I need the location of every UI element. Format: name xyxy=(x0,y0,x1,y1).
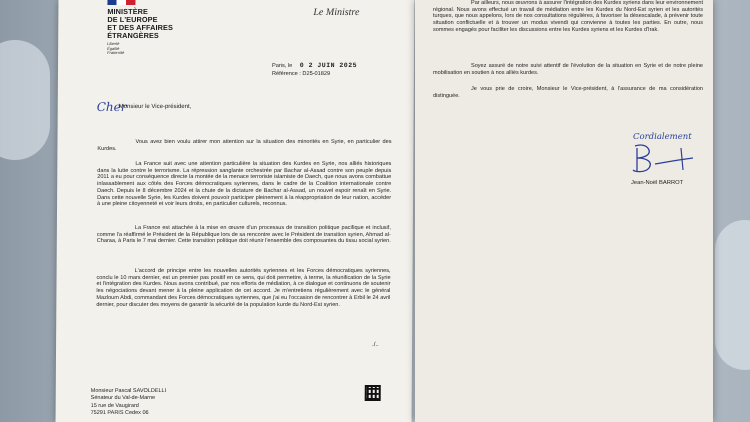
letter-page-1 xyxy=(56,0,415,422)
paragraph-1: Vous avez bien voulu attirer mon attention sur la situation des minorités en Syrie, en particulier des Kurdes. xyxy=(97,139,392,152)
ministry-logo xyxy=(107,0,189,56)
handwritten-salutation: Cher xyxy=(96,100,127,114)
recipient-address: Monsieur Pascal SAVOLDELLI Sénateur du Val-de-Marne 15 rue de Vaugirard 75291 PARIS Cedex 06 xyxy=(90,388,167,417)
background-blur xyxy=(715,220,750,370)
date-stamp: 0 2 JUIN 2025 xyxy=(299,62,358,69)
paragraph-6: Soyez assuré de notre suivi attentif de l'évolution de la situation en Syrie et de notre pleine mobilisation en soutien à nos alliés kurdes. xyxy=(433,63,703,76)
paragraph-2: La France suit avec une attention particulière la situation des Kurdes en Syrie, nos alliés historiques dans la lutte contre le terrorisme. La répression sanglante orchestrée par Bachar al-Assad contre son peuple depuis 2011 a eu pour conséquence directe la montée de la menace terroriste islamiste de Daech, que nous avons combattue inlassablement aux côtés des Forces démocratiques syriennes, dans le cadre de la Coalition internationale contre Daech. Depuis le 8 décembre 2024 et la chute de la dictature de Bachar al-Assad, un nouvel espoir renaît en Syrie. Dans cette nouvelle Syrie, les Kurdes doivent pouvoir participer pleinement à la réappropriation de leur nation, accéder à une pleine citoyenneté et voir leurs droits, en particulier culturels, reconnus. xyxy=(97,161,392,208)
reference: Référence : D25-01829 xyxy=(271,71,331,77)
background-blur xyxy=(0,40,50,160)
ministry-name: MINISTÈRE DE L'EUROPE ET DES AFFAIRES ÉTRANGÈRES xyxy=(107,7,174,40)
qr-code-icon xyxy=(365,385,381,401)
signer-name: Jean-Noël BARROT xyxy=(631,180,684,186)
salutation: Monsieur le Vice-président, xyxy=(118,104,192,110)
paragraph-4: L'accord de principe entre les nouvelles autorités syriennes et les Forces démocratiques syriennes, conclu le 10 mars dernier, est un premier pas positif en ce sens, qui doit permettre, à terme, la réunification de la Syrie et l'intégration des Kurdes. Nous avons contribué, par nos efforts de médiation, à ce dialogue et continuons de soutenir les négociations devant mener à la pleine application de cet accord. Je m'entretiens régulièrement avec le général Mazloum Abdi, commandant des Forces démocratiques syriennes, que j'ai eu l'occasion de rencontrer à Erbil le 24 avril dernier, pour discuter des moyens de garantir la sécurité de la population kurde du Nord-Est syrien. xyxy=(96,268,391,308)
marianne-flag-icon xyxy=(107,0,135,5)
handwritten-closing: Cordialement xyxy=(633,132,692,142)
paragraph-3: La France est attachée à la mise en œuvre d'un processus de transition politique pacifique et inclusif, comme l'a réaffirmé le Président de la République lors de sa rencontre avec le Président de transition syrien, Ahmad al-Charaa, à Paris le 7 mai dernier. Cette transition politique doit réunir l'ensemble des composantes du tissu social syrien. xyxy=(96,225,391,245)
continuation-mark: ./.. xyxy=(372,342,379,348)
paragraph-5: Par ailleurs, nous œuvrons à assurer l'intégration des Kurdes syriens dans leur environnement régional. Nous avons effectué un travail de médiation entre les Kurdes du Nord-Est syrien et les autorités turques, que nous appelons, lors de nos consultations régulières, à favoriser la désescalade, à prévenir toute situation conflictuelle et à trouver un modus vivendi qui convienne à toutes les parties. En outre, nous sommes engagés pour faciliter les discussions entre les Kurdes syriens et les Kurdes d'Irak. xyxy=(433,0,703,33)
motto: Liberté Égalité Fraternité xyxy=(107,41,125,56)
minister-title: Le Ministre xyxy=(313,7,360,18)
date-line xyxy=(272,62,357,69)
letter-page-2 xyxy=(415,0,713,422)
paragraph-7: Je vous prie de croire, Monsieur le Vice-président, à l'assurance de ma considération distinguée. xyxy=(433,86,703,99)
signature-icon xyxy=(627,142,701,176)
place: Paris, le xyxy=(271,63,293,69)
